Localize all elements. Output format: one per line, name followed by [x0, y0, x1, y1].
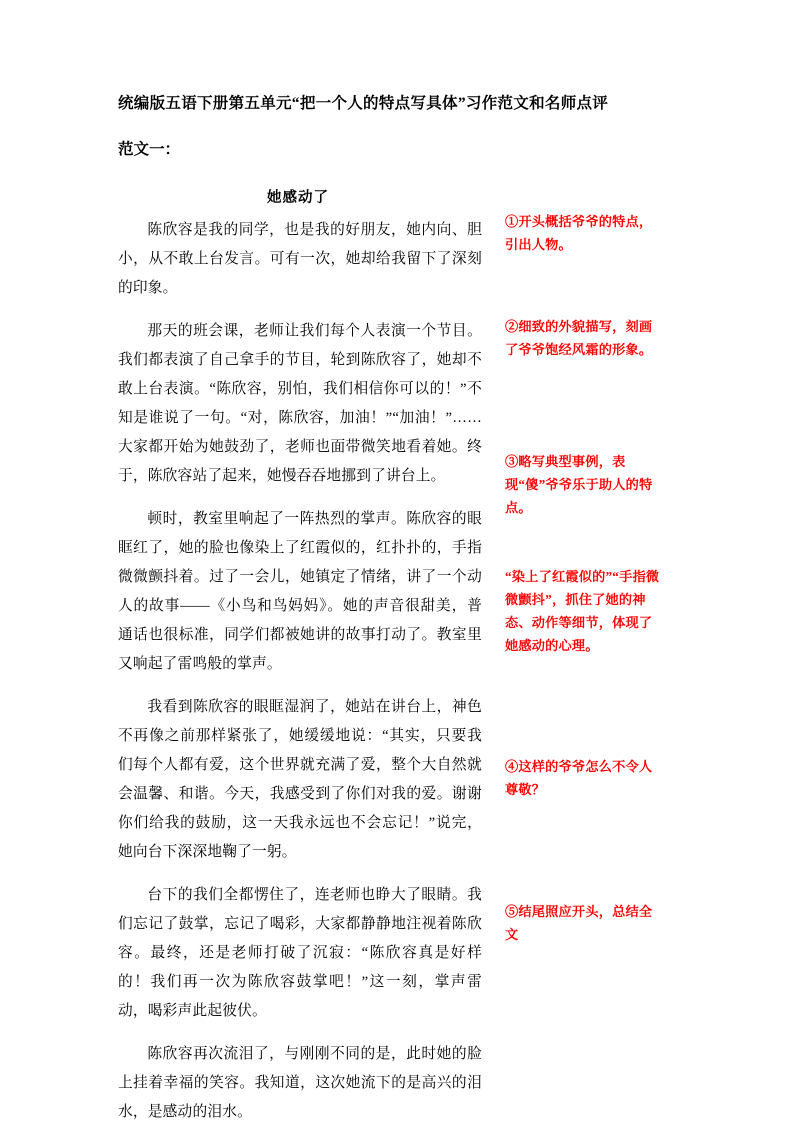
annotation-note: ③略写典型事例，表现“傻”爷爷乐于助人的特点。: [505, 454, 653, 515]
paragraph: 陈欣容再次流泪了，与刚刚不同的是，此时她的脸上挂着幸福的笑容。我知道，这次她流下的是高兴的泪水，是感动的泪水。: [118, 1046, 482, 1120]
section-label: 范文一：: [118, 141, 181, 158]
essay-title: 她感动了: [267, 190, 329, 206]
annotation-note: ④这样的爷爷怎么不令人尊敬？: [505, 759, 653, 797]
paragraph: 那天的班会课，老师让我们每个人表演一个节目。我们都表演了自己拿手的节目，轮到陈欣容了，她却不敢上台表演。“陈欣容，别怕，我们相信你可以的！”不知是谁说了一句。“对，陈欣容，加油！”“加油！”……大家都开始为她鼓劲了，老师也面带微笑地看着她。终于，陈欣容站了起来，她慢吞吞地挪到了讲台上。: [118, 323, 482, 484]
paragraph: 陈欣容是我的同学，也是我的好朋友，她内向、胆小，从不敢上台发言。可有一次，她却给我留下了深刻的印象。: [118, 222, 482, 296]
annotation-note: ①开头概括爷爷的特点，引出人物。: [505, 214, 653, 252]
paragraph: 顿时，教室里响起了一阵热烈的掌声。陈欣容的眼眶红了，她的脸也像染上了红霞似的，红扑扑的，手指微微颤抖着。过了一会儿，她镇定了情绪，讲了一个动人的故事——《小鸟和鸟妈妈》。她的声音很甜美，普通话也很标准，同学们都被她讲的故事打动了。教室里又响起了雷鸣般的掌声。: [118, 511, 482, 672]
annotation-note: “染上了红霞似的”“手指微微颤抖”，抓住了她的神态、动作等细节，体现了她感动的心理。: [505, 569, 660, 653]
paragraph: 我看到陈欣容的眼眶湿润了，她站在讲台上，神色不再像之前那样紧张了，她缓缓地说：“其实，只要我们每个人都有爱，这个世界就充满了爱，整个大自然就会温馨、和谐。今天，我感受到了你们对我的爱。谢谢你们给我的鼓励，这一天我永远也不会忘记！”说完，她向台下深深地鞠了一躬。: [118, 699, 482, 860]
annotation-note: ②细致的外貌描写，刻画了爷爷饱经风霜的形象。: [505, 319, 653, 357]
paragraph: 台下的我们全都愣住了，连老师也睁大了眼睛。我们忘记了鼓掌，忘记了喝彩，大家都静静地注视着陈欣容。最终，还是老师打破了沉寂：“陈欣容真是好样的！我们再一次为陈欣容鼓掌吧！”这一刻，掌声雷动，喝彩声此起彼伏。: [118, 887, 482, 1019]
annotation-note: ⑤结尾照应开头，总结全文: [505, 904, 653, 942]
essay-body: [118, 216, 482, 1141]
page-title: 统编版五语下册第五单元“把一个人的特点写具体”习作范文和名师点评: [118, 95, 609, 112]
